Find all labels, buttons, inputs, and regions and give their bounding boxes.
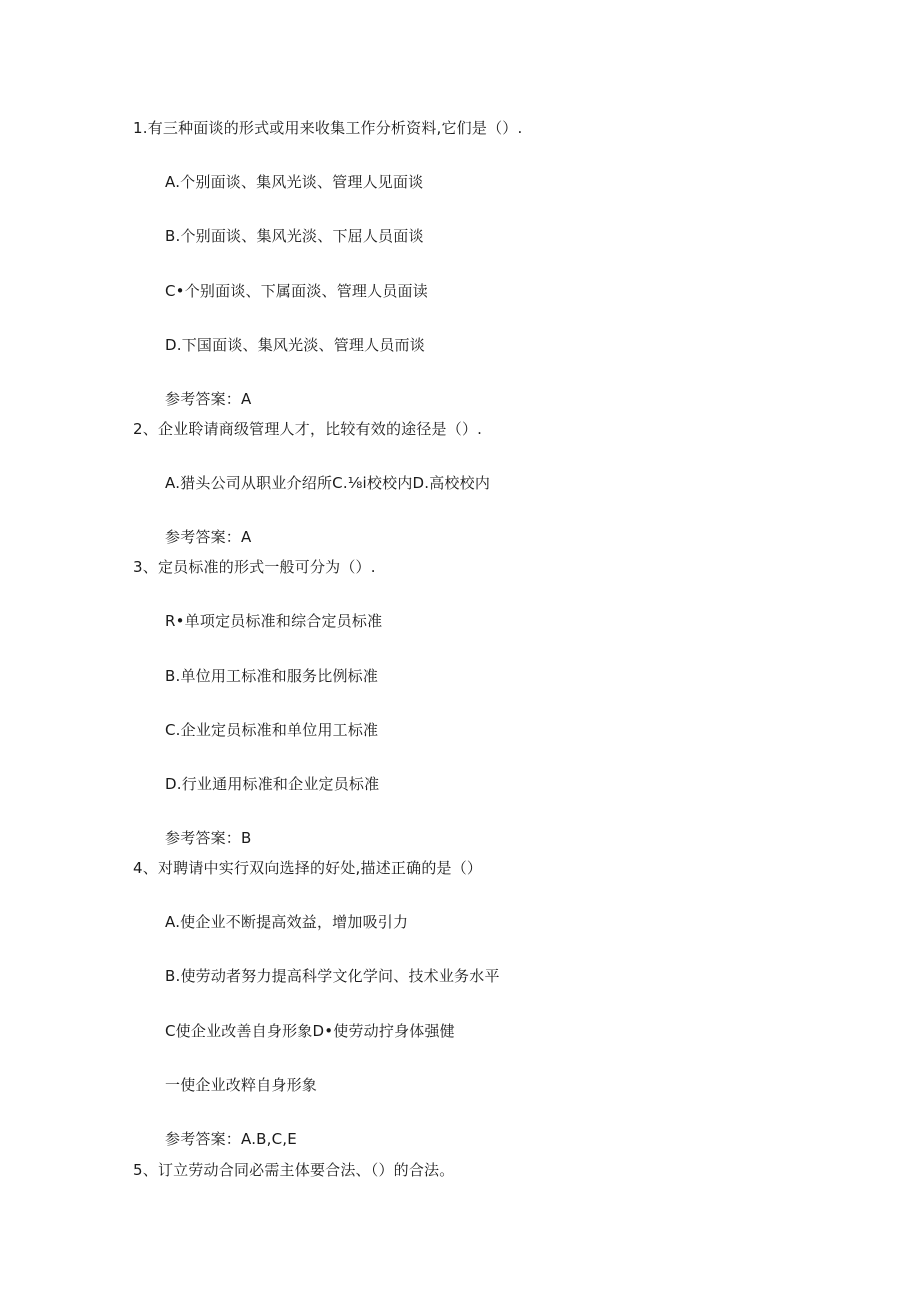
question-4-option-e: 一使企业改粹自身形象 <box>165 1076 318 1094</box>
question-3-option-c: C.企业定员标准和单位用工标准 <box>165 721 379 739</box>
question-2-answer: 参考答案：A <box>165 528 252 546</box>
question-4-answer: 参考答案：A.B,C,E <box>165 1130 297 1148</box>
question-3-stem: 3、定员标准的形式一般可分为（）. <box>133 558 376 576</box>
question-3-option-a: R•单项定员标准和综合定员标准 <box>165 612 383 630</box>
question-1-option-c: C•个别面谈、下属面淡、管理人员面读 <box>165 282 428 300</box>
question-4-option-b: B.使劳动者努力提高科学文化学问、技术业务水平 <box>165 967 500 985</box>
question-3-answer: 参考答案：B <box>165 829 252 847</box>
question-1-option-b: B.个别面谈、集风光淡、下屈人员面谈 <box>165 227 424 245</box>
question-1-option-a: A.个别面谈、集风光谈、管理人见面谈 <box>165 173 424 191</box>
question-2-stem: 2、企业聆请商级管理人才，比较有效的途径是（）. <box>133 420 483 438</box>
question-1-answer: 参考答案：A <box>165 390 252 408</box>
question-2-options: A.猎头公司从职业介绍所C.⅛i校校内D.高校校内 <box>165 474 491 492</box>
question-4-option-c-d: C使企业改善自身形象D•使劳动拧身体强健 <box>165 1022 455 1040</box>
question-4-option-a: A.使企业不断提高效益，增加吸引力 <box>165 913 409 931</box>
question-3-option-d: D.行业通用标准和企业定员标准 <box>165 775 380 793</box>
question-1-stem: 1.有三种面谈的形式或用来收集工作分析资料,它们是（）. <box>133 119 523 137</box>
question-1-option-d: D.下国面谈、集风光淡、管理人员而谈 <box>165 336 425 354</box>
question-3-option-b: B.单位用工标准和服务比例标准 <box>165 667 379 685</box>
question-5-stem: 5、订立劳动合同必需主体要合法、（）的合法。 <box>133 1161 455 1179</box>
question-4-stem: 4、对聘请中实行双向选择的好处,描述正确的是（） <box>133 859 483 877</box>
